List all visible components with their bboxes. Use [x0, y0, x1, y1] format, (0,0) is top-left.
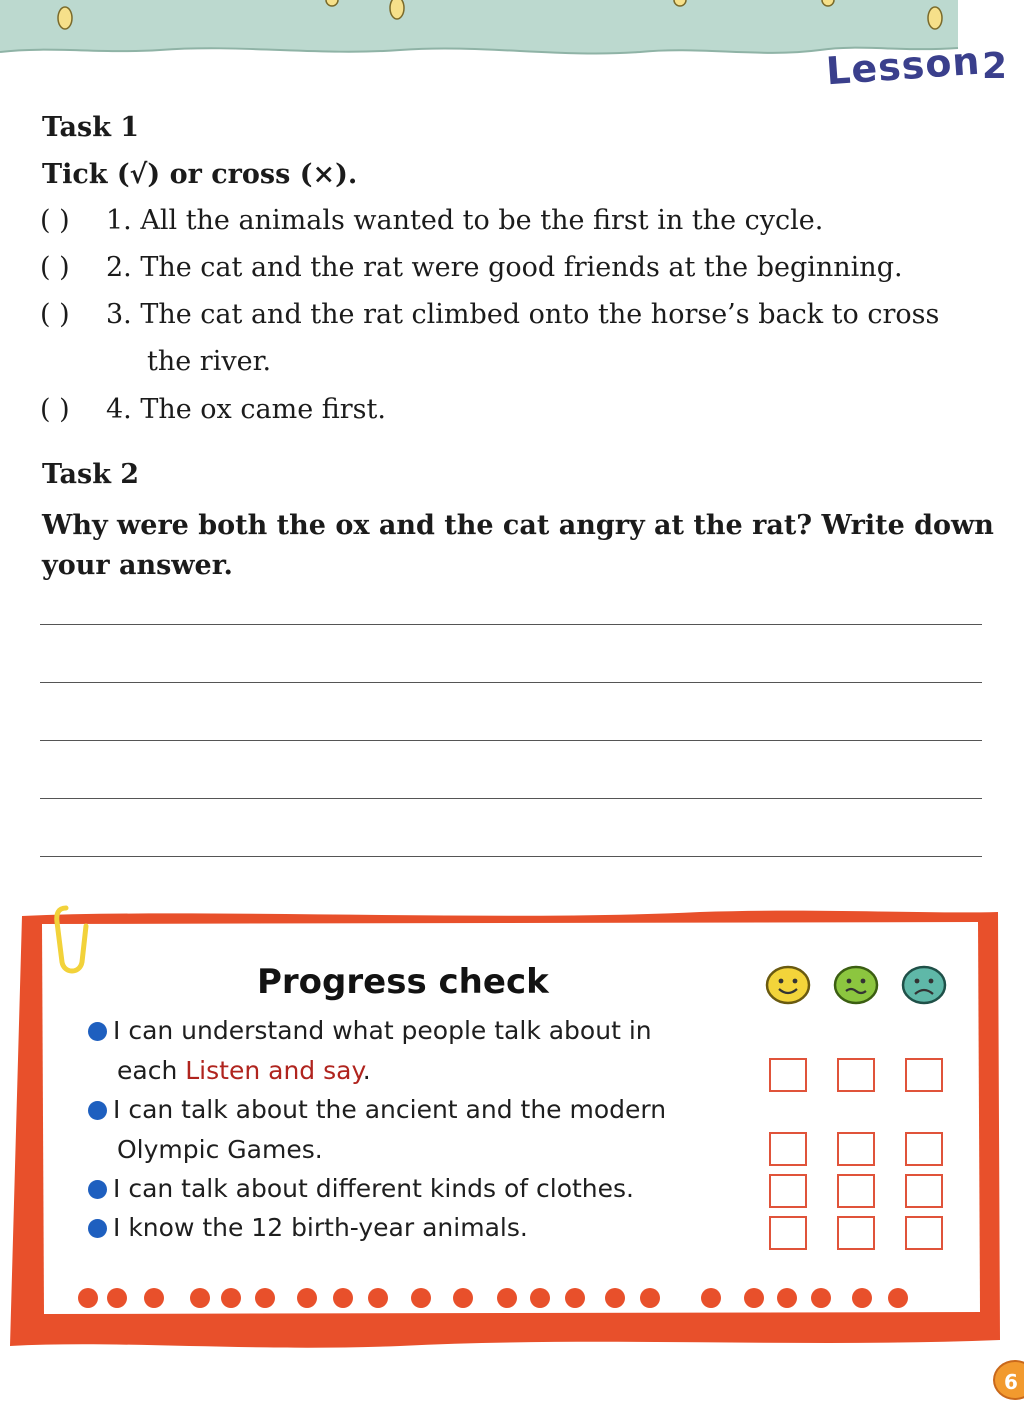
answer-line[interactable] — [40, 856, 982, 857]
task2-heading: Task 2 — [42, 459, 140, 490]
checkbox-happy-item3[interactable] — [769, 1174, 807, 1208]
page-number: 6 — [993, 1360, 1024, 1400]
lesson-number: 2 — [982, 46, 1008, 87]
progress-item-continuation: each Listen and say. — [117, 1056, 371, 1085]
checkbox-happy-item4[interactable] — [769, 1216, 807, 1250]
bullet-icon — [88, 1180, 107, 1199]
task2-question: Why were both the ox and the cat angry at the rat? Write down your answer. — [42, 510, 994, 581]
task1-instruction: Tick (√) or cross (×). — [42, 159, 358, 190]
answer-blank[interactable]: ( ) — [40, 299, 70, 330]
answer-line[interactable] — [40, 624, 982, 625]
answer-line[interactable] — [40, 798, 982, 799]
bullet-icon — [88, 1022, 107, 1041]
progress-item: I can talk about different kinds of clothes. — [88, 1174, 634, 1203]
checkbox-happy-item2[interactable] — [769, 1132, 807, 1166]
checkbox-neutral-item3[interactable] — [837, 1174, 875, 1208]
task1-item-text: 1. All the animals wanted to be the first in the cycle. — [106, 205, 824, 236]
checkbox-sad-item2[interactable] — [905, 1132, 943, 1166]
checkbox-neutral-item2[interactable] — [837, 1132, 875, 1166]
task1-item-text: 4. The ox came first. — [106, 394, 386, 425]
task1-item-text: 2. The cat and the rat were good friends at the beginning. — [106, 252, 903, 283]
checkbox-sad-item4[interactable] — [905, 1216, 943, 1250]
progress-item-continuation: Olympic Games. — [117, 1135, 323, 1164]
task1-item — [40, 299, 939, 330]
progress-item: I can talk about the ancient and the modern — [88, 1095, 666, 1124]
checkbox-sad-item1[interactable] — [905, 1058, 943, 1092]
answer-blank[interactable]: ( ) — [40, 394, 70, 425]
bullet-icon — [88, 1219, 107, 1238]
task1-item — [40, 252, 903, 283]
sad-face-icon — [901, 964, 947, 1006]
task1-item-continuation: the river. — [147, 346, 272, 377]
task1-item-text: 3. The cat and the rat climbed onto the horse’s back to cross — [106, 299, 940, 330]
answer-blank[interactable]: ( ) — [40, 252, 70, 283]
checkbox-neutral-item4[interactable] — [837, 1216, 875, 1250]
progress-check-title: Progress check — [257, 962, 549, 1002]
listen-and-say-link: Listen and say — [185, 1056, 363, 1085]
checkbox-happy-item1[interactable] — [769, 1058, 807, 1092]
answer-line[interactable] — [40, 740, 982, 741]
task1-heading: Task 1 — [42, 112, 140, 143]
checkbox-sad-item3[interactable] — [905, 1174, 943, 1208]
neutral-face-icon — [833, 964, 879, 1006]
progress-item: I can understand what people talk about in — [88, 1016, 652, 1045]
happy-face-icon — [765, 964, 811, 1006]
answer-line[interactable] — [40, 682, 982, 683]
bullet-icon — [88, 1101, 107, 1120]
task1-item — [40, 205, 823, 236]
progress-item: I know the 12 birth-year animals. — [88, 1213, 528, 1242]
lesson-title: Lesson — [824, 38, 982, 94]
answer-blank[interactable]: ( ) — [40, 205, 70, 236]
task1-item — [40, 394, 386, 425]
checkbox-neutral-item1[interactable] — [837, 1058, 875, 1092]
